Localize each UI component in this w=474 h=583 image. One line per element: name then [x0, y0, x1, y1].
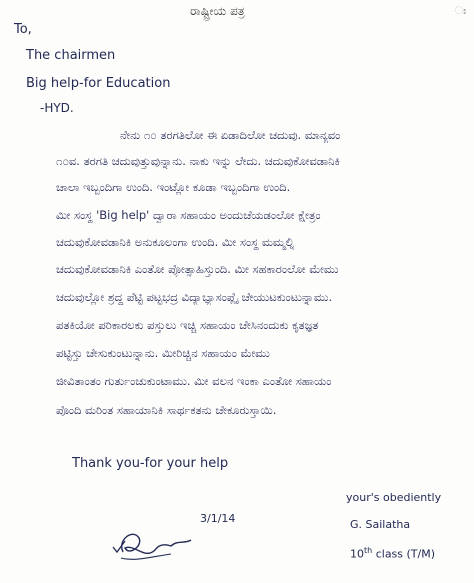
class-number: 10 [350, 547, 364, 561]
body-line: ಚದುವುಕೋವಡಾನಿಕಿ ಅನುಕೂಲಂಗಾ ಉಂದಿ. ಮೀ ಸಂಸ್ಥ ಮಮ್ಮಲ್ನಿ [56, 235, 295, 249]
signatory-name: G. Sailatha [350, 518, 411, 531]
letter-heading: ರಾಷ್ಟ್ರೀಯ ಪತ್ರ [190, 4, 245, 18]
body-line: ಮೀ ಸಂಸ್ಥ 'Big help' ದ್ವಾರಾ ಸಹಾಯಂ ಅಂದುಚೆಯಡಂಲೋ ಕ್ಷೇತ್ರಂ [56, 208, 321, 222]
signatory-class [350, 546, 435, 561]
body-line: ಚದುವುಲ್ಲೋ ಶ್ರದ್ಧ ಪೆಟ್ಟಿ ಪಟ್ಟಭದ್ರ ವಿದ್ಯಾಭ್ಯಾಸಂಪ್ಲೈ ಚೇಯುಟಕುಂಟುನ್ನಾಮು. [56, 290, 333, 304]
signature-date: 3/1/14 [200, 512, 236, 525]
recipient-city: -HYD. [40, 101, 74, 115]
body-line: ಜೀವಿತಾಂತಂ ಗುರ್ತುಂಚುಕುಂಟಾಮು. ಮೀ ವಲನ ಇಂಕಾ ಎಂತೋ ಸಹಾಯಂ [56, 374, 332, 388]
recipient-organization: Big help-for Education [26, 76, 171, 91]
body-line: ಪತಕಿಯೋ ಪರಿಕಾರಲಕು ಪಸ್ತುಲು ಇಚ್ಚಿ ಸಹಾಯಂ ಚೇಸಿನಂದುಕು ಕೃತಜ್ಞತ [56, 318, 319, 332]
class-detail: class (T/M) [372, 547, 436, 561]
body-line: ಪಟ್ಟಿಸ್ತು ಚೇಸುಕುಂಟುನ್ನಾನು. ಮೀರಿಚ್ಚಿನ ಸಹಾಯಂ ಮೇಮು [56, 346, 270, 360]
closing-thanks: Thank you-for your help [72, 456, 229, 471]
sign-off-line: your's obediently [346, 491, 442, 504]
body-line: ಚಾಲಾ ಇಬ್ಬಂದಿಗಾ ಉಂದಿ. ಇಂಟ್ಲೋ ಕೂಡಾ ಇಬ್ಬಂದಿಗಾ ಉಂದಿ. [56, 180, 291, 194]
handwritten-signature [115, 520, 205, 570]
recipient-title: The chairmen [26, 48, 116, 63]
class-ordinal: th [364, 546, 373, 555]
corner-mark: ಃ [454, 4, 466, 17]
body-line: ಪೊಂದಿ ಮರಿಂತ ಸಹಾಯಾನಿಕಿ ಸಾರ್ಥಕತನು ಚೇಕೂರುಸ್ತಾಯಿ. [56, 403, 277, 417]
body-line: ಚದುವುಕೋವಡಾನಿಕಿ ಎಂತೋ ಪ್ರೋತ್ಸಾಹಿಸ್ತುಂದಿ. ಮೀ ಸಹಕಾರಂಲೋ ಮೇಮು [56, 262, 339, 276]
body-line: ೧೦ವ. ತರಗತಿ ಚದುವುತ್ತುವುನ್ನಾನು. ನಾಕು ಇನ್ನು ಲೇದು. ಚದುವುಕೋವಡಾನಿಕಿ [56, 154, 340, 168]
body-line: ನೇನು ೧೦ ತರಗತಿಲೋ ಈ ಏಡಾದಿಲೋ ಚದುವು. ಮಾನ್ಯವಂ [120, 128, 341, 142]
salutation: To, [14, 22, 32, 37]
